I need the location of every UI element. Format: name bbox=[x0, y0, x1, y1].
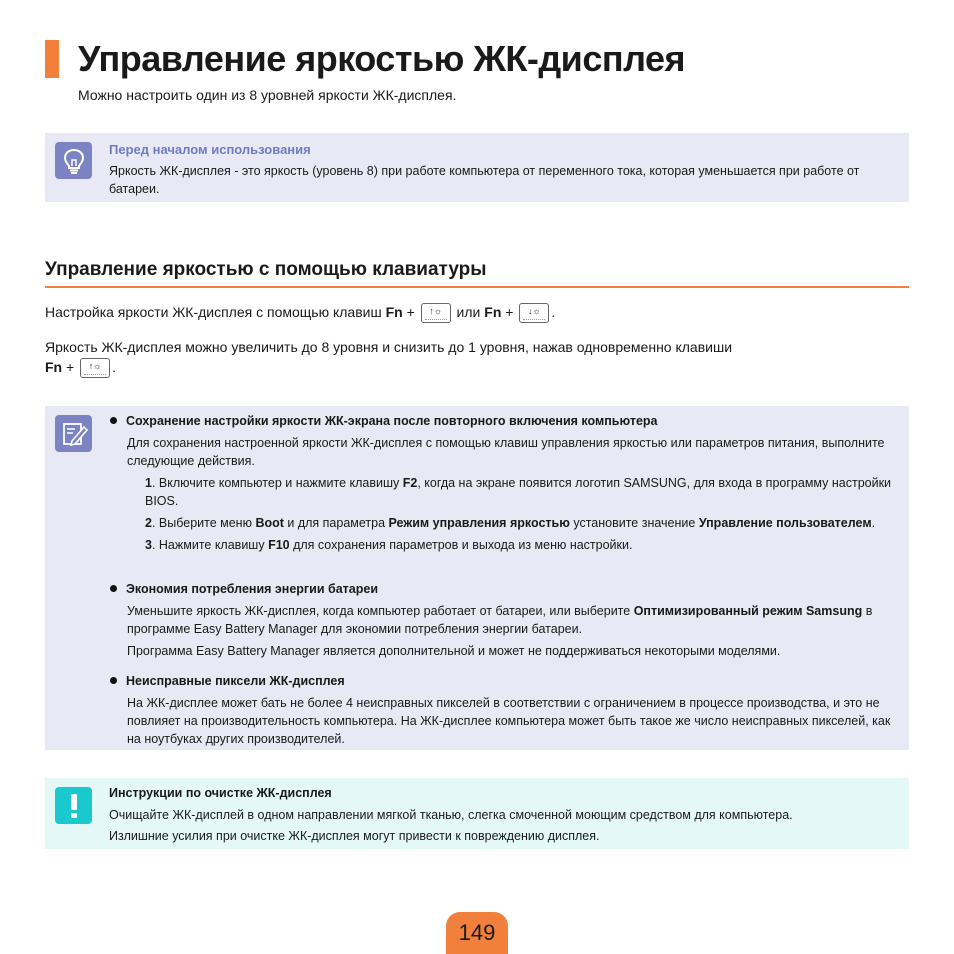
levels-text: Яркость ЖК-дисплея можно увеличить до 8 уровня и снизить до 1 уровня, нажав одновременно клавиши bbox=[45, 339, 733, 355]
instruction-text: Настройка яркости ЖК-дисплея с помощью клавиш bbox=[45, 304, 386, 320]
memo-item-battery bbox=[109, 580, 899, 660]
list-item bbox=[109, 514, 899, 532]
memo-box bbox=[45, 406, 909, 750]
section-heading: Управление яркостью с помощью клавиатуры bbox=[45, 259, 487, 280]
step-text: . bbox=[871, 516, 876, 530]
note-box bbox=[45, 133, 909, 202]
memo-item-text: Программа Easy Battery Manager является дополнительной и может не поддерживаться некоторыми моделями. bbox=[127, 644, 781, 658]
pencil-note-icon bbox=[55, 415, 92, 452]
step-text: установите значение bbox=[569, 516, 699, 530]
text-part: Уменьшите яркость ЖК-дисплея, когда компьютер работает от батареи, или выберите bbox=[127, 604, 634, 618]
step-text: . Включите компьютер и нажмите клавишу bbox=[151, 476, 403, 490]
fn-key-label: Fn bbox=[385, 304, 403, 320]
memo-item-text: Для сохранения настроенной яркости ЖК-дисплея с помощью клавиш управления яркостью или параметров питания, выполните следующие действия. bbox=[127, 436, 885, 468]
caution-box bbox=[45, 778, 909, 849]
note-text: Яркость ЖК-дисплея - это яркость (уровень 8) при работе компьютера от переменного тока, которая уменьшается при работе от батареи. bbox=[109, 164, 860, 196]
step-bold: F10 bbox=[268, 538, 290, 552]
memo-item-text bbox=[109, 602, 899, 638]
step-text: , когда на экране появится логотип SAMSUNG, для входа в программу настройки BIOS. bbox=[145, 476, 892, 508]
page-subtitle: Можно настроить один из 8 уровней яркости ЖК-дисплея. bbox=[78, 87, 457, 103]
step-bold: Режим управления яркостью bbox=[388, 516, 570, 530]
memo-item-text: На ЖК-дисплее может бать не более 4 неисправных пикселей в соответствии с ограничением в процессе производства, и это не повлияет на производительность компьютера. На ЖК-дисплее компьютера может быть такое же число неисправных пикселей, как на ноутбуках других производителей. bbox=[127, 696, 891, 746]
plus-sign: + bbox=[62, 359, 79, 375]
brightness-down-key-icon: ↓☼ bbox=[519, 303, 549, 323]
step-number: 2 bbox=[145, 516, 152, 530]
memo-item-heading: Неисправные пиксели ЖК-дисплея bbox=[109, 672, 899, 690]
list-item bbox=[109, 536, 899, 554]
period: . bbox=[551, 304, 556, 320]
step-bold: Boot bbox=[255, 516, 284, 530]
page-number: 149 bbox=[446, 912, 508, 954]
or-text: или bbox=[452, 304, 485, 320]
step-bold: F2 bbox=[402, 476, 418, 490]
note-heading: Перед началом использования bbox=[109, 142, 311, 157]
step-text: . Выберите меню bbox=[151, 516, 256, 530]
memo-item-heading: Экономия потребления энергии батареи bbox=[109, 580, 899, 598]
caution-heading: Инструкции по очистке ЖК-дисплея bbox=[109, 786, 332, 800]
caution-line: Очищайте ЖК-дисплей в одном направлении мягкой тканью, слегка смоченной моющим средством для компьютера. bbox=[109, 808, 793, 822]
step-number: 3 bbox=[145, 538, 152, 552]
step-number: 1 bbox=[145, 476, 152, 490]
plus-sign: + bbox=[402, 304, 419, 320]
step-text: для сохранения параметров и выхода из меню настройки. bbox=[289, 538, 633, 552]
caution-line: Излишние усилия при очистке ЖК-дисплея могут привести к повреждению дисплея. bbox=[109, 829, 600, 843]
keyboard-instruction bbox=[45, 302, 905, 323]
brightness-up-key-icon: ↑☼ bbox=[80, 358, 110, 378]
text-part: в программе Easy Battery Manager для экономии потребления энергии батареи. bbox=[127, 604, 873, 636]
memo-item-brightness-save bbox=[109, 412, 899, 554]
title-accent-bar bbox=[45, 40, 59, 78]
exclamation-icon bbox=[55, 787, 92, 824]
text-bold: Оптимизированный режим Samsung bbox=[633, 604, 863, 618]
lightbulb-icon bbox=[55, 142, 92, 179]
period: . bbox=[112, 359, 116, 375]
brightness-levels-text bbox=[45, 337, 905, 378]
brightness-up-key-icon: ↑☼ bbox=[421, 303, 451, 323]
section-divider bbox=[45, 286, 909, 288]
memo-item-pixels bbox=[109, 672, 899, 748]
caution-text bbox=[109, 805, 899, 847]
step-text: и для параметра bbox=[283, 516, 389, 530]
plus-sign: + bbox=[501, 304, 518, 320]
list-item bbox=[109, 474, 899, 510]
step-text: . Нажмите клавишу bbox=[151, 538, 269, 552]
fn-key-label: Fn bbox=[45, 359, 63, 375]
fn-key-label: Fn bbox=[484, 304, 502, 320]
memo-item-heading: Сохранение настройки яркости ЖК-экрана после повторного включения компьютера bbox=[109, 412, 899, 430]
step-bold: Управление пользователем bbox=[698, 516, 872, 530]
page-title: Управление яркостью ЖК-дисплея bbox=[78, 38, 686, 79]
